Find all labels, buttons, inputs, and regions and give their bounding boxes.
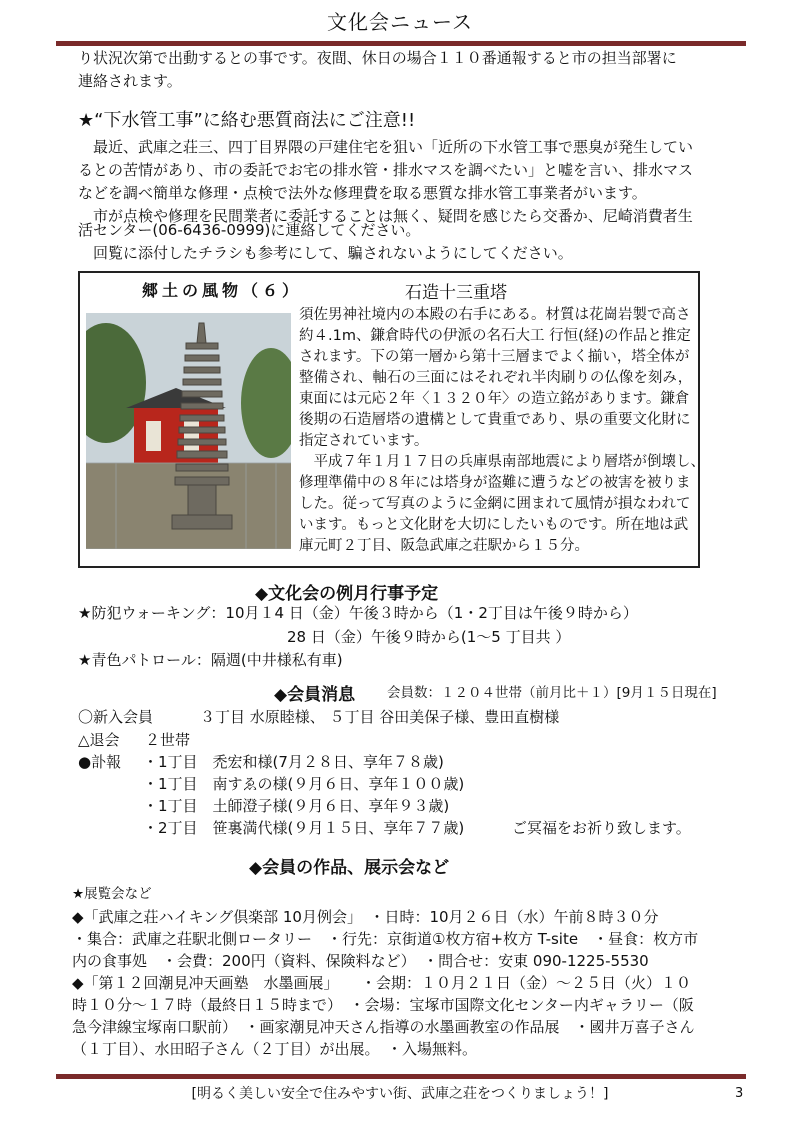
obituary-label: ●訃報: [78, 753, 122, 771]
feature-line: 修理準備中の８年には塔身が盗難に遭うなどの被害を被りま: [299, 475, 691, 491]
intro-line: 連絡されます。: [78, 72, 182, 90]
feature-line: 東面には元応２年〈１３２０年〉の造立銘があります。鎌倉: [299, 391, 690, 407]
notice-line: 最近、武庫之荘三、四丁目界隈の戸建住宅を狙い「近所の下水管工事で悪臭が発生してい: [78, 138, 694, 156]
newsletter-title: 文化会ニュース: [327, 10, 473, 34]
new-members: ３丁目 水原睦様、 ５丁目 谷田美保子様、豊田直樹様: [200, 708, 560, 726]
schedule-heading: ◆文化会の例月行事予定: [255, 584, 439, 604]
feature-line: 庫元町２丁目、阪急武庫之荘駅から１５分。: [299, 538, 589, 554]
feature-line: 須佐男神社境内の本殿の右手にある。材質は花崗岩製で高さ: [299, 307, 691, 323]
works-line: 時１０分～１７時（最終日１５時まで） ・会場：宝塚市国際文化センター内ギャラリー（阪: [72, 996, 694, 1014]
notice-heading: ★“下水管工事”に絡む悪質商法にご注意!!: [78, 110, 416, 131]
obituary-item: ・1丁目 土師澄子様(９月６日、享年９３歳): [143, 797, 450, 815]
exhibition-subheading: ★展覧会など: [72, 886, 152, 902]
feature-series-label: 郷土の風物（６）: [142, 281, 303, 300]
obituary-item: ・1丁目 禿宏和様(7月２８日、享年７８歳): [143, 753, 444, 771]
withdraw-label: △退会: [78, 731, 120, 749]
feature-line: 後期の石造層塔の遺構として貴重であり、県の重要文化財に: [299, 412, 691, 428]
header-rule: [56, 41, 746, 46]
works-line: ◆「武庫之荘ハイキング倶楽部 10月例会」 ・日時：10月２６日（水）午前８時３０分: [72, 908, 659, 926]
obituary-item: ・1丁目 南すゑの様(９月６日、享年１００歳): [143, 775, 465, 793]
schedule-line: ★青色パトロール：隔週(中井様私有車): [78, 651, 343, 669]
feature-title: 石造十三重塔: [405, 283, 507, 303]
notice-line: 活センター(06-6436-0999)に連絡してください。: [78, 221, 421, 239]
feature-line: います。もっと文化財を大切にしたいものです。所在地は武: [299, 517, 689, 533]
feature-line: した。従って写真のように金網に囲まれて風情が損なわれて: [299, 496, 691, 512]
notice-line: などを調べ簡単な修理・点検で法外な修理費を取る悪質な排水管工事業者がいます。: [78, 184, 647, 202]
schedule-line: ★防犯ウォーキング：10月１4 日（金）午後３時から（1・2丁目は午後９時から）: [78, 604, 638, 622]
member-count: 会員数：１２０４世帯（前月比＋１）[9月１５日現在]: [387, 685, 717, 701]
works-line: 内の食事処 ・会費：200円（資料、保険料など） ・問合せ：安東 090-1225-5530: [72, 952, 649, 970]
works-line: 急今津線宝塚南口駅前） ・画家潮見冲天さん指導の水墨画教室の作品展 ・國井万喜子さん: [72, 1018, 695, 1036]
intro-line: り状況次第で出動するとの事です。夜間、休日の場合１１０番通報すると市の担当部署に: [78, 49, 677, 67]
feature-line: されます。下の第一層から第十三層までよく揃い，塔全体が: [299, 349, 690, 365]
page-number: 3: [735, 1086, 744, 1101]
feature-line: 指定されています。: [299, 433, 429, 449]
footer-slogan: [明るく美しい安全で住みやすい街、武庫之荘をつくりましょう！]: [191, 1086, 609, 1102]
works-line: ・集合：武庫之荘駅北側ロータリー ・行先：京街道①枚方宿+枚方 T-site ・昼食：枚方市: [72, 930, 699, 948]
notice-line: るとの苦情があり、市の委託でお宅の排水管・排水マスを調べたい」と嘘を言い、排水マス: [78, 161, 694, 179]
schedule-line: 28 日（金）午後９時から(1～5 丁目共 ）: [287, 628, 571, 646]
pagoda-photo: [86, 313, 291, 549]
notice-line: 市が点検や修理を民間業者に委託することは無く、疑問を感じたら交番か、尼崎消費者生: [78, 207, 693, 225]
notice-line: 回覧に添付したチラシも参考にして、騙されないようにしてください。: [78, 244, 573, 262]
feature-line: 整備され、軸石の三面にはそれぞれ半肉刷りの仏像を刻み，: [299, 370, 693, 386]
works-line: ◆「第１２回潮見冲天画塾 水墨画展」 ・会期：１０月２１日（金）～２５日（火）１０: [72, 974, 692, 992]
obituary-item: ・2丁目 笹裏満代様(９月１５日、享年７７歳): [143, 819, 465, 837]
works-line: （１丁目）、水田昭子さん（２丁目）が出展。 ・入場無料。: [72, 1040, 478, 1058]
members-heading: ◆会員消息: [274, 685, 356, 705]
footer-rule: [56, 1074, 746, 1079]
withdraw-count: ２世帯: [145, 731, 191, 749]
pagoda-photo-illustration: [86, 313, 291, 549]
feature-line: 平成７年１月１７日の兵庫県南部地震により層塔が倒壊し、: [299, 454, 705, 470]
new-members-label: 〇新入会員: [78, 708, 154, 726]
condolence-text: ご冥福をお祈り致します。: [512, 819, 691, 837]
works-heading: ◆会員の作品、展示会など: [249, 858, 450, 878]
feature-line: 約４.1m、鎌倉時代の伊派の名石大工 行恒(経)の作品と推定: [299, 328, 691, 344]
